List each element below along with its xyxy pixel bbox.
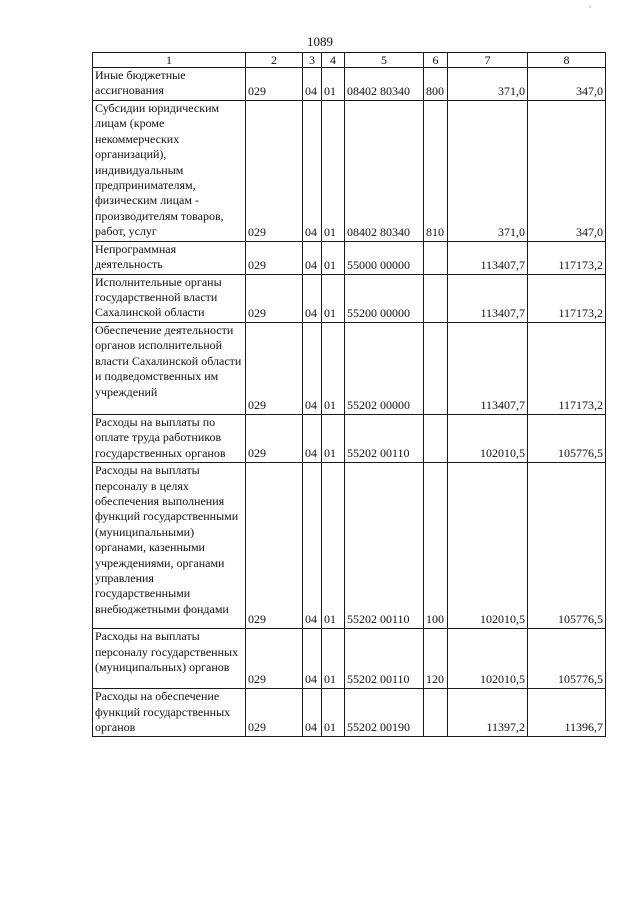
row-name: Исполнительные органы государственной власти Сахалинской области (93, 274, 246, 322)
ministry-code: 029 (246, 689, 303, 737)
row-name: Расходы на обеспечение функций государственных органов (93, 689, 246, 737)
table-row (93, 463, 606, 629)
target-article-code: 55200 00000 (345, 274, 424, 322)
table-row (93, 689, 606, 737)
ministry-code: 029 (246, 101, 303, 242)
ministry-code: 029 (246, 274, 303, 322)
target-article-code: 55202 00190 (345, 689, 424, 737)
expense-type-code: 800 (424, 68, 448, 101)
ministry-code: 029 (246, 629, 303, 689)
amount-col-7: 11397,2 (448, 689, 528, 737)
subsection-code: 01 (322, 629, 345, 689)
subsection-code: 01 (322, 101, 345, 242)
target-article-code: 55000 00000 (345, 241, 424, 274)
row-name: Расходы на выплаты персоналу государственных (муниципальных) органов (93, 629, 246, 689)
amount-col-8: 347,0 (528, 68, 606, 101)
amount-col-8: 11396,7 (528, 689, 606, 737)
expense-type-code (424, 322, 448, 414)
row-name: Обеспечение деятельности органов исполнительной власти Сахалинской области и подведомственных им учреждений (93, 322, 246, 414)
subsection-code: 01 (322, 322, 345, 414)
table-row (93, 101, 606, 242)
target-article-code: 08402 80340 (345, 68, 424, 101)
col-header-2: 2 (246, 53, 303, 68)
row-name: Расходы на выплаты персоналу в целях обеспечения выполнения функций государственными (муниципальными) органами, казенными учреждениями, органами управления государственными внебюджетными фондами (93, 463, 246, 629)
amount-col-7: 102010,5 (448, 463, 528, 629)
ministry-code: 029 (246, 68, 303, 101)
expense-type-code (424, 241, 448, 274)
target-article-code: 55202 00000 (345, 322, 424, 414)
col-header-4: 4 (322, 53, 345, 68)
col-header-8: 8 (528, 53, 606, 68)
amount-col-7: 113407,7 (448, 322, 528, 414)
row-name: Непрограммная деятельность (93, 241, 246, 274)
subsection-code: 01 (322, 68, 345, 101)
amount-col-7: 102010,5 (448, 414, 528, 462)
ministry-code: 029 (246, 322, 303, 414)
header-row (93, 53, 606, 68)
budget-table (92, 52, 606, 737)
row-name: Субсидии юридическим лицам (кроме некоммерческих организаций), индивидуальным предпринимателям, физическим лицам - производителям товаров, работ, услуг (93, 101, 246, 242)
col-header-5: 5 (345, 53, 424, 68)
section-code: 04 (303, 274, 322, 322)
target-article-code: 55202 00110 (345, 414, 424, 462)
section-code: 04 (303, 241, 322, 274)
amount-col-7: 113407,7 (448, 274, 528, 322)
expense-type-code (424, 689, 448, 737)
section-code: 04 (303, 322, 322, 414)
expense-type-code: 810 (424, 101, 448, 242)
table-row (93, 68, 606, 101)
subsection-code: 01 (322, 241, 345, 274)
amount-col-8: 347,0 (528, 101, 606, 242)
section-code: 04 (303, 463, 322, 629)
table-row (93, 629, 606, 689)
amount-col-8: 105776,5 (528, 414, 606, 462)
row-name: Иные бюджетные ассигнования (93, 68, 246, 101)
section-code: 04 (303, 689, 322, 737)
amount-col-7: 371,0 (448, 101, 528, 242)
amount-col-8: 117173,2 (528, 322, 606, 414)
amount-col-7: 102010,5 (448, 629, 528, 689)
table-row (93, 322, 606, 414)
subsection-code: 01 (322, 414, 345, 462)
amount-col-7: 371,0 (448, 68, 528, 101)
subsection-code: 01 (322, 463, 345, 629)
amount-col-8: 105776,5 (528, 463, 606, 629)
scan-mark: ′ (586, 3, 593, 16)
ministry-code: 029 (246, 463, 303, 629)
expense-type-code (424, 414, 448, 462)
ministry-code: 029 (246, 241, 303, 274)
subsection-code: 01 (322, 274, 345, 322)
section-code: 04 (303, 414, 322, 462)
section-code: 04 (303, 101, 322, 242)
section-code: 04 (303, 629, 322, 689)
section-code: 04 (303, 68, 322, 101)
subsection-code: 01 (322, 689, 345, 737)
page-number: 1089 (307, 34, 333, 49)
amount-col-8: 117173,2 (528, 274, 606, 322)
target-article-code: 08402 80340 (345, 101, 424, 242)
expense-type-code: 100 (424, 463, 448, 629)
col-header-6: 6 (424, 53, 448, 68)
col-header-1: 1 (93, 53, 246, 68)
col-header-7: 7 (448, 53, 528, 68)
col-header-3: 3 (303, 53, 322, 68)
target-article-code: 55202 00110 (345, 629, 424, 689)
table-row (93, 241, 606, 274)
amount-col-8: 105776,5 (528, 629, 606, 689)
ministry-code: 029 (246, 414, 303, 462)
amount-col-7: 113407,7 (448, 241, 528, 274)
table-row (93, 414, 606, 462)
amount-col-8: 117173,2 (528, 241, 606, 274)
target-article-code: 55202 00110 (345, 463, 424, 629)
expense-type-code (424, 274, 448, 322)
row-name: Расходы на выплаты по оплате труда работников государственных органов (93, 414, 246, 462)
table-row (93, 274, 606, 322)
expense-type-code: 120 (424, 629, 448, 689)
